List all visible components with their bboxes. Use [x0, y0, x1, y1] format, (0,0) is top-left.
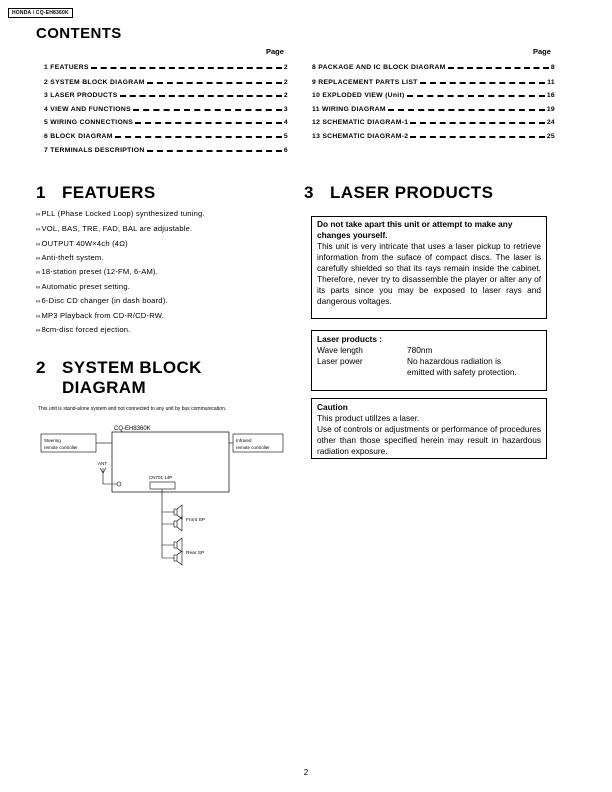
warning-bold-text: Do not take apart this unit or attempt to make any changes yourself.	[317, 219, 513, 240]
contents-title: CONTENTS	[36, 25, 122, 42]
laser-products-box	[311, 330, 547, 391]
toc-entry-page: 16	[546, 91, 555, 99]
toc-entry-title: 4 VIEW AND FUNCTIONS	[44, 105, 131, 113]
speaker-wiring	[162, 489, 174, 558]
laser-power-value-line1: No hazardous radiation is	[407, 356, 502, 366]
wave-length-value: 780nm	[407, 345, 433, 355]
steering-label-1: Steering	[44, 438, 61, 443]
ant-label: ANT	[98, 461, 107, 466]
toc-entry-page: 11	[547, 78, 555, 86]
toc-entry-page: 24	[546, 118, 555, 126]
section-title-line1: SYSTEM BLOCK	[62, 358, 202, 377]
toc-entry-page: 25	[546, 132, 555, 140]
model-tag: HONDA / CQ-EH8360K	[8, 8, 73, 18]
toc-entry-page: 6	[283, 146, 288, 154]
laser-power-label: Laser power	[317, 356, 363, 366]
feature-text: 6-Disc CD changer (in dash board).	[41, 296, 168, 305]
feature-text: 18-station preset (12-FM, 6-AM).	[41, 267, 159, 276]
toc-entry-title: 6 BLOCK DIAGRAM	[44, 132, 113, 140]
toc-entry-title: 11 WIRING DIAGRAM	[312, 105, 386, 113]
wave-length-label: Wave length	[317, 345, 363, 355]
antenna-jack	[117, 482, 121, 486]
toc-entry-title: 12 SCHEMATIC DIAGRAM-1	[312, 118, 409, 126]
toc-entry-title: 2 SYSTEM BLOCK DIAGRAM	[44, 78, 145, 86]
bullet-icon: ∞	[36, 227, 41, 233]
laser-power-value	[407, 356, 517, 378]
toc-entry-title: 8 PACKAGE AND IC BLOCK DIAGRAM	[312, 63, 446, 71]
section-number: 1	[36, 183, 46, 202]
bullet-icon: ∞	[36, 256, 41, 262]
connector-label: CN701 14P	[149, 475, 173, 480]
toc-entry-title: 13 SCHEMATIC DIAGRAM-2	[312, 132, 409, 140]
section-3-heading	[304, 183, 493, 203]
bullet-icon: ∞	[36, 270, 41, 276]
front-left-speaker-icon	[174, 505, 182, 519]
bullet-icon: ∞	[36, 242, 41, 248]
warning-text: This unit is very intricate that uses a laser pickup to retrieve information from the suface of compact discs. The laser is carefully shielded so that its rays remain inside the cabinet. Therefore, never try to disassemble the player or alter any of its parts since you may be exposed to laser rays and dangerous voltages.	[317, 241, 541, 306]
bullet-icon: ∞	[36, 285, 41, 291]
toc-entry-title: 7 TERMINALS DESCRIPTION	[44, 146, 145, 154]
section-title: LASER PRODUCTS	[330, 183, 494, 202]
steering-label-2: remote controller	[44, 445, 78, 450]
laser-products-title: Laser products :	[317, 334, 383, 344]
toc-entry-page: 4	[283, 118, 288, 126]
toc-entry-page: 2	[283, 78, 288, 86]
feature-text: PLL (Phase Locked Loop) synthesized tuning.	[41, 209, 205, 218]
toc-entry-page: 3	[283, 105, 288, 113]
antenna-icon	[100, 468, 117, 484]
bullet-icon: ∞	[36, 314, 41, 320]
rear-left-speaker-icon	[174, 538, 182, 552]
toc-entry-title: 3 LASER PRODUCTS	[44, 91, 118, 99]
connector-box	[150, 482, 175, 489]
caution-box	[311, 398, 547, 459]
feature-text: Automatic preset setting.	[41, 282, 131, 291]
section-title: FEATUERS	[62, 183, 156, 202]
laser-power-value-line2: emitted with safety protection.	[407, 367, 517, 377]
feature-text: 8cm-disc forced ejection.	[41, 325, 131, 334]
toc-entry-title: 9 REPLACEMENT PARTS LIST	[312, 78, 418, 86]
bullet-icon: ∞	[36, 299, 41, 305]
caution-line1: This product utillzes a laser.	[317, 413, 420, 423]
infrared-label-2: remote controller	[236, 445, 270, 450]
feature-text: Anti-theft system.	[41, 253, 104, 262]
toc-entry-page: 19	[546, 105, 555, 113]
page-number: 2	[303, 768, 309, 777]
toc-entry-page: 2	[283, 91, 288, 99]
infrared-label-1: Infrared	[236, 438, 252, 443]
section-number: 2	[36, 358, 46, 377]
caution-text: Use of controls or adjustments or performance of procedures other than those specified herein may result in hazardous radiation exposure.	[317, 424, 541, 456]
rear-sp-label: Rear SP	[186, 551, 205, 556]
toc-entry-title: 1 FEATUERS	[44, 63, 89, 71]
caution-title: Caution	[317, 402, 348, 412]
feature-text: VOL, BAS, TRE, FAD, BAL are adjustable.	[41, 224, 193, 233]
toc-left-page-header: Page	[266, 47, 284, 56]
feature-text: OUTPUT 40W×4ch (4Ω)	[41, 239, 128, 248]
toc-right-page-header: Page	[533, 47, 551, 56]
section-title-line2: DIAGRAM	[62, 378, 147, 397]
toc-entry-title: 10 EXPLODED VIEW (Unit)	[312, 91, 405, 99]
front-sp-label: Front SP	[186, 518, 205, 523]
unit-label: CQ-EH8360K	[114, 426, 151, 432]
toc-entry-page: 5	[283, 132, 288, 140]
toc-entry-page: 8	[550, 63, 555, 71]
toc-entry-title: 5 WIRING CONNECTIONS	[44, 118, 134, 126]
feature-text: MP3 Playback from CD-R/CD-RW.	[41, 311, 165, 320]
bullet-icon: ∞	[36, 212, 41, 218]
front-right-speaker-icon	[174, 517, 182, 531]
system-note: This unit is stand-alone system and not connected to any unit by bus communication.	[38, 406, 227, 412]
rear-right-speaker-icon	[174, 551, 182, 565]
section-number: 3	[304, 183, 314, 202]
main-unit-box	[112, 432, 229, 492]
toc-entry-page: 2	[283, 63, 288, 71]
laser-warning-box	[311, 216, 547, 319]
bullet-icon: ∞	[36, 328, 41, 334]
